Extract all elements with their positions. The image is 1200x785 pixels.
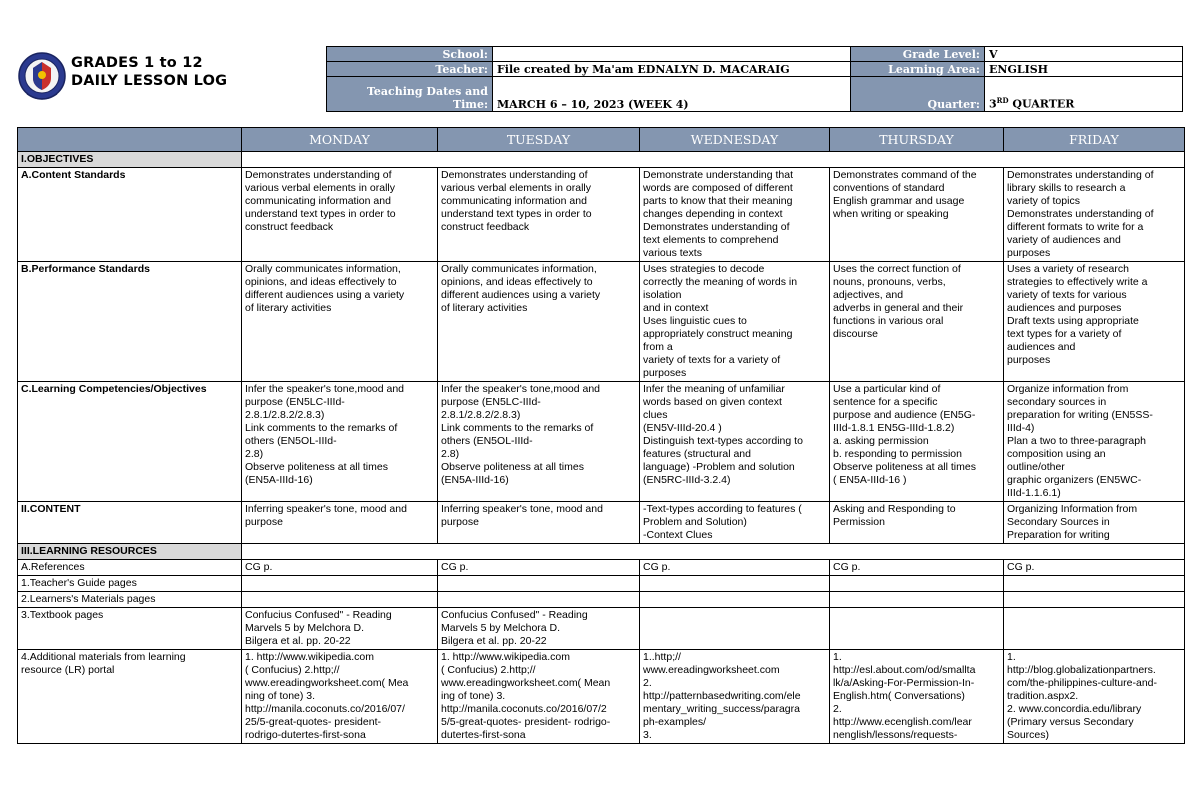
title-line-1: GRADES 1 to 12 bbox=[71, 55, 203, 71]
thursday-cell: Demonstrates command of the conventions of standard English grammar and usage when writing or speaking bbox=[830, 168, 1004, 262]
wednesday-cell bbox=[640, 576, 830, 592]
header-row-dates bbox=[327, 77, 1183, 112]
teaching-dates-label bbox=[327, 77, 493, 112]
row-label: B.Performance Standards bbox=[18, 262, 242, 382]
quarter-word: QUARTER bbox=[1008, 98, 1075, 111]
friday-cell: CG p. bbox=[1004, 560, 1185, 576]
wednesday-cell: CG p. bbox=[640, 560, 830, 576]
monday-cell bbox=[242, 592, 438, 608]
teaching-dates-value: MARCH 6 – 10, 2023 (WEEK 4) bbox=[493, 77, 851, 112]
row-content-standards bbox=[18, 168, 1185, 262]
quarter-ordinal: RD bbox=[996, 96, 1009, 106]
deped-seal-logo bbox=[17, 46, 67, 108]
header-row-school bbox=[327, 47, 1183, 62]
document-title bbox=[71, 54, 227, 90]
day-header-friday: FRIDAY bbox=[1004, 128, 1185, 152]
friday-cell: Uses a variety of research strategies to effectively write a variety of texts for various audiences and purposes Draft texts using appropriate text types for a variety of audiences and purposes bbox=[1004, 262, 1185, 382]
header-row-teacher bbox=[327, 62, 1183, 77]
day-header-blank bbox=[18, 128, 242, 152]
wednesday-cell bbox=[640, 592, 830, 608]
row-label: 3.Textbook pages bbox=[18, 608, 242, 650]
row-additional-materials bbox=[18, 650, 1185, 744]
teacher-value: File created by Ma'am EDNALYN D. MACARAIG bbox=[493, 62, 851, 77]
wednesday-cell bbox=[640, 608, 830, 650]
wednesday-cell: -Text-types according to features ( Problem and Solution) -Context Clues bbox=[640, 502, 830, 544]
monday-cell: Orally communicates information, opinions, and ideas effectively to different audiences using a variety of literary activities bbox=[242, 262, 438, 382]
wednesday-cell: 1..http;// www.ereadingworksheet.com 2. http://patternbasedwriting.com/ele mentary_writing_success/paragra ph-examples/ 3. bbox=[640, 650, 830, 744]
friday-cell: Demonstrates understanding of library skills to research a variety of topics Demonstrates understanding of different formats to write for a variety of audiences and purposes bbox=[1004, 168, 1185, 262]
learning-area-value: ENGLISH bbox=[985, 62, 1183, 77]
thursday-cell bbox=[830, 576, 1004, 592]
row-label: A.Content Standards bbox=[18, 168, 242, 262]
wednesday-cell: Infer the meaning of unfamiliar words based on given context clues (EN5V-IIId-20.4 ) Distinguish text-types according to features (structural and language) -Problem and solution (EN5RC-IIId-3.2.4) bbox=[640, 382, 830, 502]
row-teachers-guide bbox=[18, 576, 1185, 592]
section-objectives bbox=[18, 152, 1185, 168]
day-header-thursday: THURSDAY bbox=[830, 128, 1004, 152]
monday-cell: CG p. bbox=[242, 560, 438, 576]
friday-cell bbox=[1004, 608, 1185, 650]
header-info-table bbox=[326, 46, 1183, 112]
monday-cell bbox=[242, 576, 438, 592]
row-learning-competencies bbox=[18, 382, 1185, 502]
row-learners-materials bbox=[18, 592, 1185, 608]
quarter-number: 3 bbox=[989, 98, 997, 111]
daily-lesson-log-table bbox=[17, 127, 1185, 744]
row-label: 4.Additional materials from learning resource (LR) portal bbox=[18, 650, 242, 744]
friday-cell bbox=[1004, 592, 1185, 608]
day-header-tuesday: TUESDAY bbox=[438, 128, 640, 152]
thursday-cell: Use a particular kind of sentence for a specific purpose and audience (EN5G- IIId-1.8.1 EN5G-IIId-1.8.2) a. asking permission b. responding to permission Observe politeness at all times ( EN5A-IIId-16 ) bbox=[830, 382, 1004, 502]
thursday-cell bbox=[830, 608, 1004, 650]
friday-cell: 1. http://blog.globalizationpartners. com/the-philippines-culture-and- tradition.aspx2. 2. www.concordia.edu/library (Primary versus Secondary Sources) bbox=[1004, 650, 1185, 744]
section-resources-fill bbox=[242, 544, 1185, 560]
monday-cell: Confucius Confused" - Reading Marvels 5 by Melchora D. Bilgera et al. pp. 20-22 bbox=[242, 608, 438, 650]
row-content bbox=[18, 502, 1185, 544]
friday-cell: Organize information from secondary sources in preparation for writing (EN5SS- IIId-4) Plan a two to three-paragraph composition using an outline/other graphic organizers (EN5WC- IIId-1.1.6.1) bbox=[1004, 382, 1185, 502]
row-label: 2.Learners's Materials pages bbox=[18, 592, 242, 608]
friday-cell: Organizing Information from Secondary Sources in Preparation for writing bbox=[1004, 502, 1185, 544]
row-performance-standards bbox=[18, 262, 1185, 382]
tuesday-cell: Infer the speaker's tone,mood and purpose (EN5LC-IIId- 2.8.1/2.8.2/2.8.3) Link comments to the remarks of others (EN5OL-IIId- 2.8) Observe politeness at all times (EN5A-IIId-16) bbox=[438, 382, 640, 502]
day-header-monday: MONDAY bbox=[242, 128, 438, 152]
tuesday-cell: Demonstrates understanding of various verbal elements in orally communicating information and understand text types in order to construct feedback bbox=[438, 168, 640, 262]
row-label: A.References bbox=[18, 560, 242, 576]
section-resources-label: III.LEARNING RESOURCES bbox=[18, 544, 242, 560]
monday-cell: 1. http://www.wikipedia.com ( Confucius) 2.http;// www.ereadingworksheet.com( Mea ning of tone) 3. http://manila.coconuts.co/2016/07/ 25/5-great-quotes- president- rodrigo-dutertes-first-sona bbox=[242, 650, 438, 744]
grade-level-value: V bbox=[985, 47, 1183, 62]
row-references bbox=[18, 560, 1185, 576]
row-label: 1.Teacher's Guide pages bbox=[18, 576, 242, 592]
thursday-cell: 1. http://esl.about.com/od/smallta lk/a/Asking-For-Permission-In- English.htm( Conversations) 2. http://www.ecenglish.com/lear nenglish/lessons/requests- bbox=[830, 650, 1004, 744]
wednesday-cell: Demonstrate understanding that words are composed of different parts to know that their meaning changes depending in context Demonstrates understanding of text elements to comprehend various texts bbox=[640, 168, 830, 262]
tuesday-cell: Inferring speaker's tone, mood and purpose bbox=[438, 502, 640, 544]
teaching-dates-label-line-2: Time: bbox=[452, 98, 488, 111]
quarter-value bbox=[985, 77, 1183, 112]
school-value bbox=[493, 47, 851, 62]
title-line-2: DAILY LESSON LOG bbox=[71, 73, 228, 89]
thursday-cell: Uses the correct function of nouns, pronouns, verbs, adjectives, and adverbs in general and their functions in various oral discourse bbox=[830, 262, 1004, 382]
section-objectives-fill bbox=[242, 152, 1185, 168]
monday-cell: Infer the speaker's tone,mood and purpose (EN5LC-IIId- 2.8.1/2.8.2/2.8.3) Link comments to the remarks of others (EN5OL-IIId- 2.8) Observe politeness at all times (EN5A-IIId-16) bbox=[242, 382, 438, 502]
teaching-dates-label-line-1: Teaching Dates and bbox=[366, 85, 488, 98]
learning-area-label: Learning Area: bbox=[851, 62, 985, 77]
row-label: II.CONTENT bbox=[18, 502, 242, 544]
thursday-cell: Asking and Responding to Permission bbox=[830, 502, 1004, 544]
monday-cell: Inferring speaker's tone, mood and purpose bbox=[242, 502, 438, 544]
row-label: C.Learning Competencies/Objectives bbox=[18, 382, 242, 502]
thursday-cell: CG p. bbox=[830, 560, 1004, 576]
tuesday-cell bbox=[438, 592, 640, 608]
tuesday-cell: CG p. bbox=[438, 560, 640, 576]
monday-cell: Demonstrates understanding of various verbal elements in orally communicating information and understand text types in order to construct feedback bbox=[242, 168, 438, 262]
day-header-wednesday: WEDNESDAY bbox=[640, 128, 830, 152]
wednesday-cell: Uses strategies to decode correctly the meaning of words in isolation and in context Uses linguistic cues to appropriately construct meaning from a variety of texts for a variety of purposes bbox=[640, 262, 830, 382]
teacher-label: Teacher: bbox=[327, 62, 493, 77]
day-header-row bbox=[18, 128, 1185, 152]
section-learning-resources bbox=[18, 544, 1185, 560]
row-textbook-pages bbox=[18, 608, 1185, 650]
tuesday-cell: Confucius Confused" - Reading Marvels 5 by Melchora D. Bilgera et al. pp. 20-22 bbox=[438, 608, 640, 650]
tuesday-cell bbox=[438, 576, 640, 592]
friday-cell bbox=[1004, 576, 1185, 592]
quarter-label: Quarter: bbox=[851, 77, 985, 112]
tuesday-cell: 1. http://www.wikipedia.com ( Confucius) 2.http;// www.ereadingworksheet.com( Mean ing of tone) 3. http://manila.coconuts.co/2016/07/2 5/5-great-quotes- president- rodrigo- dutertes-first-sona bbox=[438, 650, 640, 744]
section-objectives-label: I.OBJECTIVES bbox=[18, 152, 242, 168]
grade-level-label: Grade Level: bbox=[851, 47, 985, 62]
school-label: School: bbox=[327, 47, 493, 62]
tuesday-cell: Orally communicates information, opinions, and ideas effectively to different audiences using a variety of literary activities bbox=[438, 262, 640, 382]
thursday-cell bbox=[830, 592, 1004, 608]
